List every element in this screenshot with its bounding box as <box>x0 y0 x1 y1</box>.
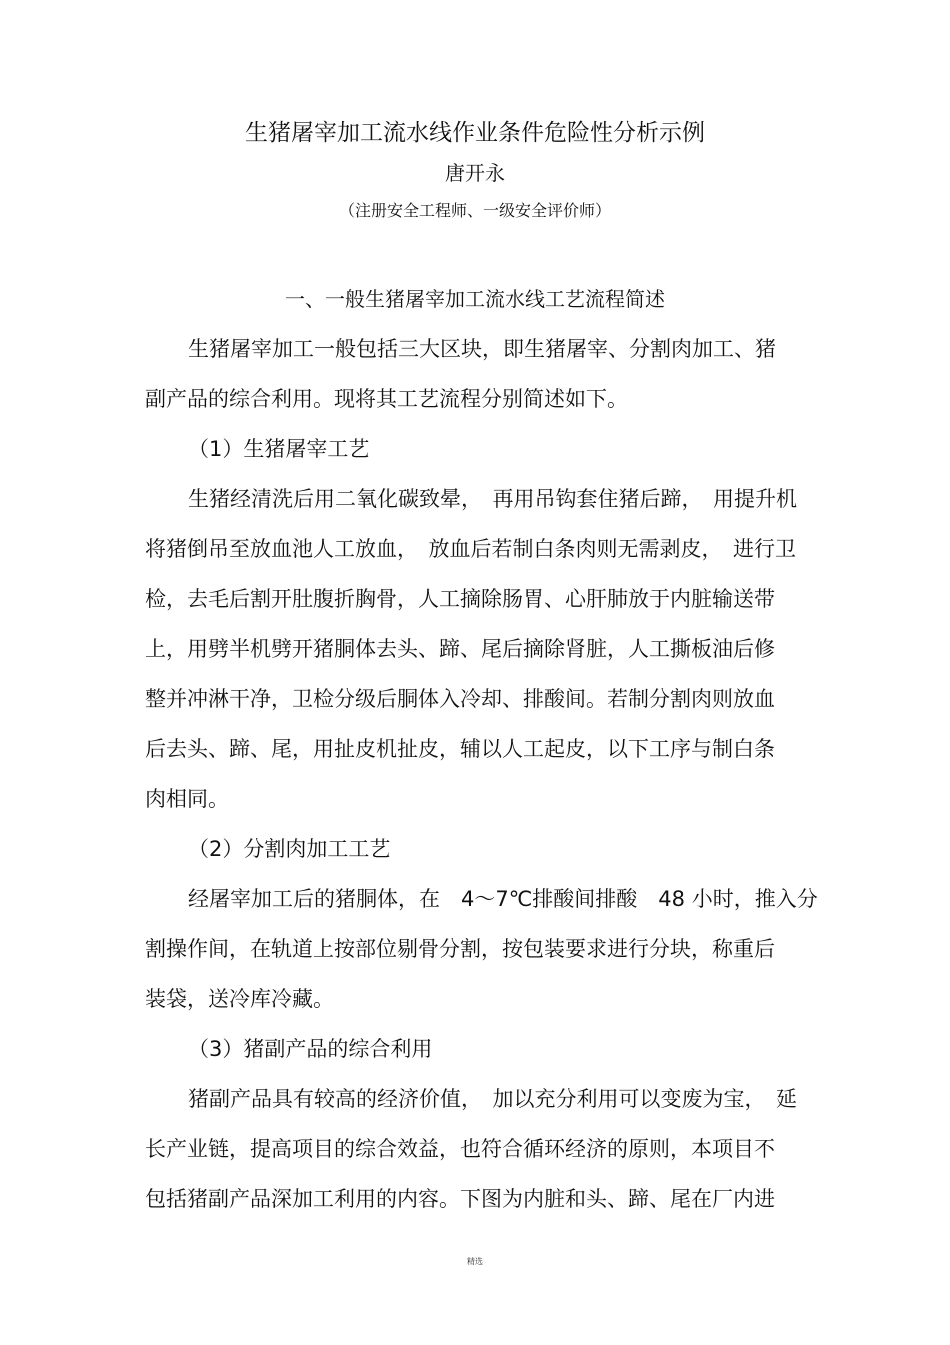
body-line: 肉相同。 <box>145 787 229 811</box>
subsection-heading: （3）猪副产品的综合利用 <box>188 1037 433 1061</box>
subsection-heading: （2）分割肉加工工艺 <box>188 837 391 861</box>
body-line: 割操作间，在轨道上按部位剔骨分割，按包装要求进行分块，称重后 <box>145 937 775 961</box>
body-line: 生猪屠宰加工一般包括三大区块，即生猪屠宰、分割肉加工、猪 <box>188 337 776 361</box>
document-title: 生猪屠宰加工流水线作业条件危险性分析示例 <box>245 120 705 146</box>
body-line: 猪副产品具有较高的经济价值， 加以充分利用可以变废为宝， 延 <box>188 1087 797 1111</box>
body-line: 包括猪副产品深加工利用的内容。下图为内脏和头、蹄、尾在厂内进 <box>145 1187 775 1211</box>
body-line: 经屠宰加工后的猪胴体，在 4～7℃排酸间排酸 48 小时，推入分 <box>188 887 818 911</box>
body-line: 检，去毛后割开肚腹折胸骨，人工摘除肠胃、心肝肺放于内脏输送带 <box>145 587 775 611</box>
body-line: 副产品的综合利用。现将其工艺流程分别简述如下。 <box>145 387 628 411</box>
page-footer: 精选 <box>467 1257 483 1266</box>
body-line: 长产业链，提高项目的综合效益，也符合循环经济的原则，本项目不 <box>145 1137 775 1161</box>
body-line: 将猪倒吊至放血池人工放血， 放血后若制白条肉则无需剥皮， 进行卫 <box>145 537 796 561</box>
body-line: 整并冲淋干净，卫检分级后胴体入冷却、排酸间。若制分割肉则放血 <box>145 687 775 711</box>
section-heading: 一、一般生猪屠宰加工流水线工艺流程简述 <box>285 287 665 311</box>
body-line: 装袋，送冷库冷藏。 <box>145 987 334 1011</box>
body-line: 上，用劈半机劈开猪胴体去头、蹄、尾后摘除肾脏，人工撕板油后修 <box>145 637 775 661</box>
body-line: 生猪经清洗后用二氧化碳致晕， 再用吊钩套住猪后蹄， 用提升机 <box>188 487 797 511</box>
subsection-heading: （1）生猪屠宰工艺 <box>188 437 370 461</box>
body-line: 后去头、蹄、尾，用扯皮机扯皮，辅以人工起皮，以下工序与制白条 <box>145 737 775 761</box>
author-name: 唐开永 <box>445 161 505 185</box>
author-credentials: （注册安全工程师、一级安全评价师） <box>338 201 611 220</box>
